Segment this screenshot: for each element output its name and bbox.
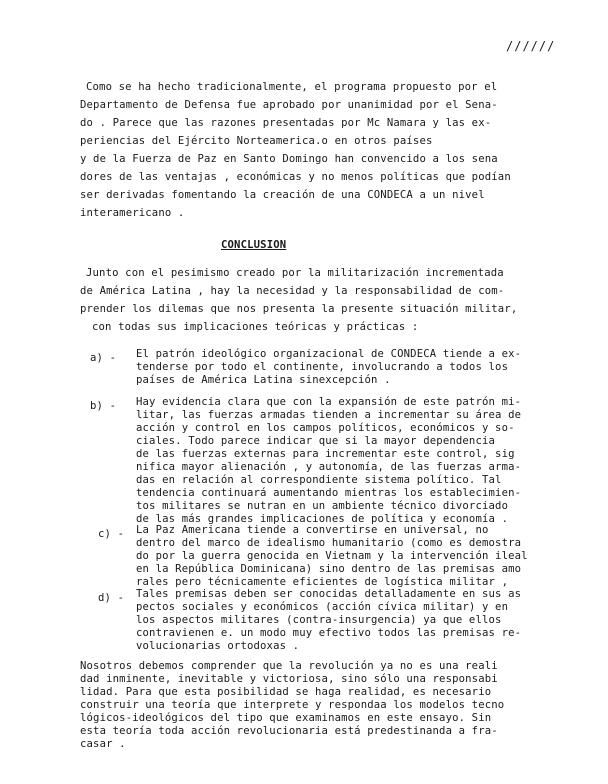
section-title: CONCLUSION bbox=[221, 239, 287, 251]
closing-line: Nosotros debemos comprender que la revolución ya no es una reali bbox=[80, 660, 498, 672]
conclusion-line: con todas sus implicaciones teóricas y prácticas : bbox=[92, 321, 419, 333]
list-item-line: de las más grandes implicaciones de política y economía . bbox=[136, 513, 509, 525]
page-marker: ////// bbox=[506, 39, 556, 53]
list-item-line: en la República Dominicana) sino dentro de las premisas amo bbox=[136, 563, 522, 575]
intro-line: Departamento de Defensa fue aprobado por unanimidad por el Sena- bbox=[80, 99, 498, 111]
list-item-line: tendencia continuará aumentando mientras los establecimien- bbox=[136, 487, 522, 499]
closing-line: esta teoría toda acción revolucionaria está predestinanda a fra- bbox=[80, 725, 498, 737]
list-item-line: rales pero técnicamente eficientes de logística militar , bbox=[136, 576, 509, 588]
list-item-line: países de América Latina sinexcepción . bbox=[136, 374, 391, 386]
list-item-line: los aspectos militares (contra-insurgencia) ya que ellos bbox=[136, 614, 502, 626]
list-item-line: tos militares se nutran en un ambiente técnico divorciado bbox=[136, 500, 509, 512]
list-item-line: das en relación al correspondiente sistema político. Tal bbox=[136, 474, 502, 486]
list-item-line: contravienen e. un modo muy efectivo todos las premisas re- bbox=[136, 627, 522, 639]
list-item-line: do por la guerra genocida en Vietnam y la intervención ileal bbox=[136, 550, 528, 562]
list-item-line: litar, las fuerzas armadas tienden a incrementar su área de bbox=[136, 409, 522, 421]
intro-line: y de la Fuerza de Paz en Santo Domingo han convencido a los sena bbox=[80, 153, 498, 165]
conclusion-line: Junto con el pesimismo creado por la militarización incrementada bbox=[86, 267, 504, 279]
closing-line: dad inminente, inevitable y victoriosa, sino sólo una responsabi bbox=[80, 673, 498, 685]
list-item-line: dentro del marco de idealismo humanitario (como es demostra bbox=[136, 537, 522, 549]
list-item-line: tenderse por todo el continente, involucrando a todos los bbox=[136, 361, 509, 373]
closing-line: lógicos-ideológicos del tipo que examinamos en este ensayo. Sin bbox=[80, 712, 492, 724]
closing-line: casar . bbox=[80, 738, 126, 750]
list-marker: a) - bbox=[90, 352, 117, 364]
closing-line: construir una teoría que interprete y respondaa los modelos tecno bbox=[80, 699, 505, 711]
list-item-line: acción y control en los campos políticos, económicos y so- bbox=[136, 422, 515, 434]
intro-line: Como se ha hecho tradicionalmente, el programa propuesto por el bbox=[86, 81, 498, 93]
intro-line: interamericano . bbox=[80, 207, 185, 219]
list-item-line: de las fuerzas externas para incrementar este control, sig bbox=[136, 448, 515, 460]
intro-line: ser derivadas fomentando la creación de una CONDECA a un nivel bbox=[80, 189, 485, 201]
intro-line: periencias del Ejército Norteamerica.o en otros países bbox=[80, 135, 433, 147]
list-item-line: pectos sociales y económicos (acción cívica militar) y en bbox=[136, 601, 509, 613]
list-item-line: El patrón ideológico organizacional de CONDECA tiende a ex- bbox=[136, 348, 522, 360]
list-item-line: ciales. Todo parece indicar que si la mayor dependencia bbox=[136, 435, 496, 447]
list-item-line: nifica mayor alienación , y autonomía, de las fuerzas arma- bbox=[136, 461, 522, 473]
conclusion-line: de América Latina , hay la necesidad y la responsabilidad de com- bbox=[80, 285, 505, 297]
list-item-line: volucionarias ortodoxas . bbox=[136, 640, 300, 652]
list-marker: b) - bbox=[90, 400, 117, 412]
conclusion-line: prender los dilemas que nos presenta la presente situación militar, bbox=[80, 303, 518, 315]
list-item-line: La Paz Americana tiende a convertirse en universal, no bbox=[136, 524, 489, 536]
closing-line: lidad. Para que esta posibilidad se haga realidad, es necesario bbox=[80, 686, 492, 698]
list-marker: d) - bbox=[98, 592, 125, 604]
intro-line: do . Parece que las razones presentadas por Mc Namara y las ex- bbox=[80, 117, 492, 129]
intro-line: dores de las ventajas , económicas y no menos políticas que podían bbox=[80, 171, 511, 183]
list-item-line: Tales premisas deben ser conocidas detalladamente en sus as bbox=[136, 588, 522, 600]
list-item-line: Hay evidencia clara que con la expansión de este patrón mi- bbox=[136, 396, 522, 408]
list-marker: c) - bbox=[98, 528, 125, 540]
